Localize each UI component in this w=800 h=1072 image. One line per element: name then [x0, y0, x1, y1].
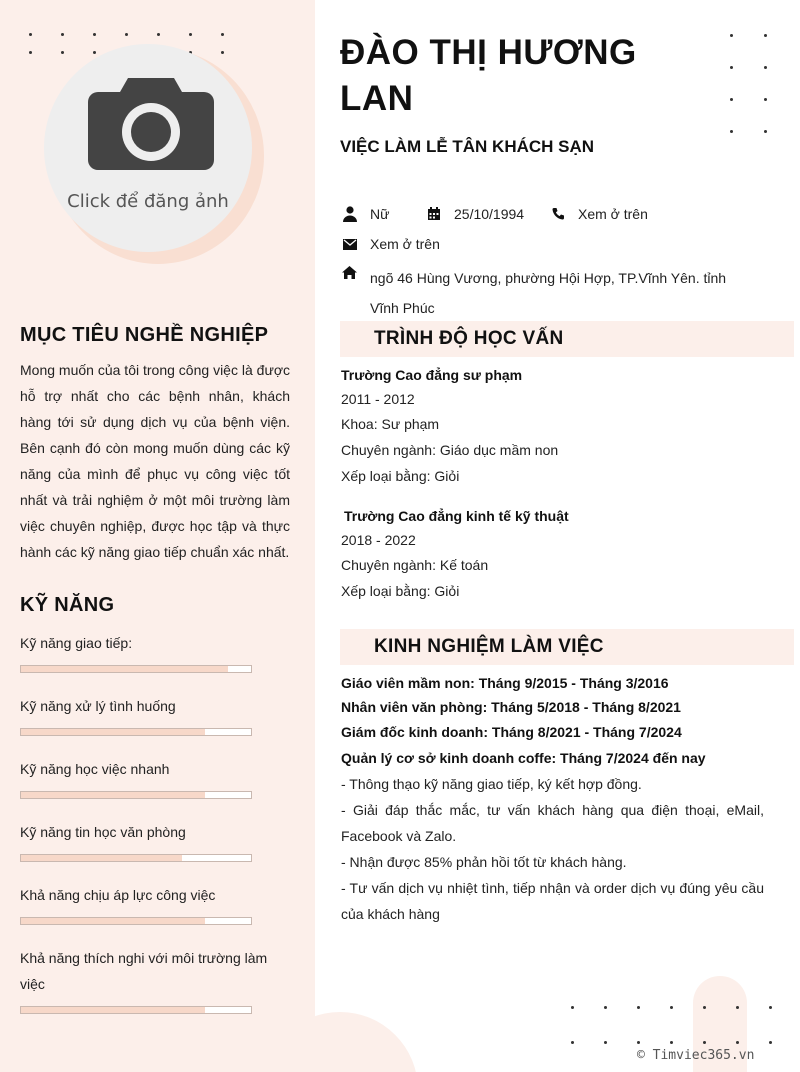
school-detail: Xếp loại bằng: Giỏi: [341, 468, 460, 484]
position-line: Nhân viên văn phòng: Tháng 5/2018 - Tháng 8/2021: [341, 699, 681, 715]
skill-item: [20, 756, 290, 782]
envelope-icon: [342, 236, 358, 252]
phone-value: Xem ở trên: [578, 206, 648, 222]
experience-title: KINH NGHIỆM LÀM VIỆC: [374, 636, 604, 657]
skill-label: Khả năng chịu áp lực công việc: [20, 887, 216, 903]
skill-item: [20, 693, 290, 719]
email-value: Xem ở trên: [370, 236, 440, 252]
email-info: [342, 236, 440, 252]
skill-bar: [20, 1006, 252, 1014]
skill-bar: [20, 854, 252, 862]
address-value: ngõ 46 Hùng Vương, phường Hội Hợp, TP.Vĩnh Yên. tỉnh Vĩnh Phúc: [370, 270, 727, 316]
position-line: Giáo viên mầm non: Tháng 9/2015 - Tháng 3/2016: [341, 675, 669, 691]
photo-upload[interactable]: [44, 44, 252, 252]
phone-info: [550, 206, 648, 222]
school-years: 2018 - 2022: [341, 532, 416, 548]
skill-fill: [21, 666, 228, 672]
skill-fill: [21, 792, 205, 798]
education-title: TRÌNH ĐỘ HỌC VẤN: [374, 328, 564, 349]
objective-title: MỤC TIÊU NGHỀ NGHIỆP: [20, 324, 269, 346]
skill-fill: [21, 729, 205, 735]
skill-fill: [21, 918, 205, 924]
school-detail: Chuyên ngành: Kế toán: [341, 557, 489, 573]
skill-bar: [20, 791, 252, 799]
phone-icon: [550, 206, 566, 222]
school-detail: Khoa: Sư phạm: [341, 416, 440, 432]
birthdate-value: 25/10/1994: [454, 206, 525, 222]
skill-label: Khả năng thích nghi với môi trường làm việc: [20, 950, 268, 992]
education-header: [340, 321, 794, 357]
gender-value: Nữ: [370, 206, 390, 222]
skill-label: Kỹ năng giao tiếp:: [20, 635, 133, 651]
skill-label: Kỹ năng xử lý tình huống: [20, 698, 176, 714]
skill-label: Kỹ năng tin học văn phòng: [20, 824, 186, 840]
position-line: Giám đốc kinh doanh: Tháng 8/2021 - Tháng 7/2024: [341, 724, 682, 740]
school-years: 2011 - 2012: [341, 391, 415, 407]
sidebar: [0, 0, 315, 1072]
objective-text: Mong muốn của tôi trong công việc là được hỗ trợ nhất cho các bệnh nhân, khách hàng tới sử dụng dịch vụ của bệnh viện. Bên cạnh đó còn mong muốn dùng các kỹ năng của mình để phục vụ công việc tốt nhất và trải nghiệm ở một môi trường làm việc chuyên nghiệp, được học tập và thực hành các kỹ năng giao tiếp chuẩn xác nhất.: [20, 362, 290, 560]
decorative-dots: [730, 34, 767, 133]
school-detail: Chuyên ngành: Giáo dục mầm non: [341, 442, 559, 458]
experience-header: [340, 629, 794, 665]
decorative-dots: [571, 1006, 772, 1044]
school-detail: Xếp loại bằng: Giỏi: [341, 583, 460, 599]
skill-bar: [20, 917, 252, 925]
skill-item: [20, 819, 290, 845]
birthdate-info: [426, 206, 524, 222]
experience-detail: - Giải đáp thắc mắc, tư vấn khách hàng qua điện thoại, eMail, Facebook và Zalo.: [341, 802, 764, 844]
position-line: Quản lý cơ sở kinh doanh coffe: Tháng 7/2024 đến nay: [341, 750, 706, 766]
gender-info: [342, 206, 389, 222]
skill-item: [20, 630, 290, 656]
photo-upload-label: Click để đăng ảnh: [67, 191, 229, 212]
skill-fill: [21, 855, 182, 861]
candidate-name: ĐÀO THỊ HƯƠNG LAN: [340, 33, 637, 118]
camera-icon: [88, 76, 214, 172]
skills-title: KỸ NĂNG: [20, 594, 115, 616]
skill-bar: [20, 665, 252, 673]
school-name: Trường Cao đẳng sư phạm: [341, 367, 523, 383]
calendar-icon: [426, 206, 442, 222]
skill-bar: [20, 728, 252, 736]
skill-fill: [21, 1007, 205, 1013]
experience-detail: - Tư vấn dịch vụ nhiệt tình, tiếp nhận và order dịch vụ đúng yêu cầu của khách hàng: [341, 880, 764, 922]
home-icon: [342, 266, 358, 282]
experience-detail: - Nhận được 85% phản hồi tốt từ khách hàng.: [341, 854, 627, 870]
watermark: © Timviec365.vn: [637, 1048, 755, 1063]
skill-item: [20, 882, 290, 908]
skill-item: [20, 945, 290, 997]
job-title: VIỆC LÀM LỄ TÂN KHÁCH SẠN: [340, 137, 595, 156]
skill-label: Kỹ năng học việc nhanh: [20, 761, 170, 777]
address-info: [342, 263, 730, 323]
person-icon: [342, 206, 358, 222]
school-name: Trường Cao đẳng kinh tế kỹ thuật: [344, 508, 569, 524]
experience-detail: - Thông thạo kỹ năng giao tiếp, ký kết hợp đồng.: [341, 776, 642, 792]
